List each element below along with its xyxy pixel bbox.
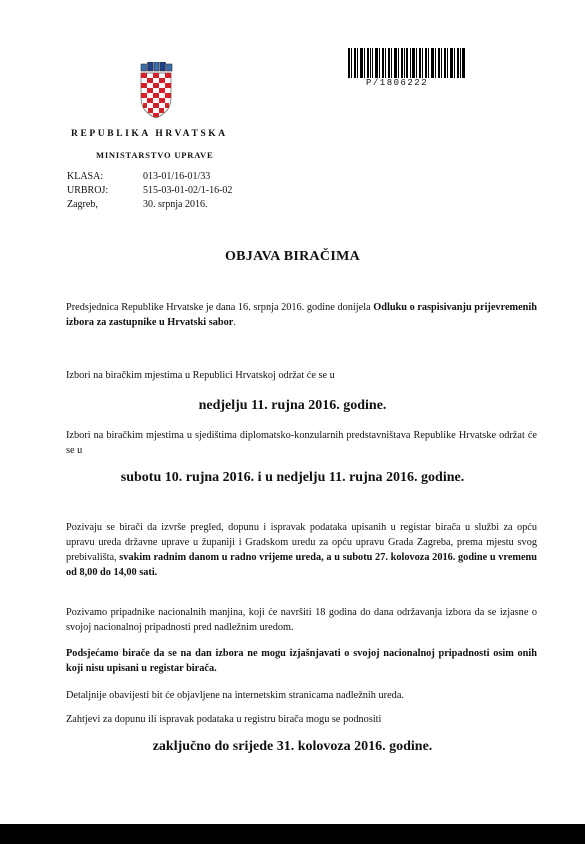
paragraph-elections-abroad: Izbori na biračkim mjestima u sjedištima diplomatsko-konzularnih predstavništava Republike Hrvatske održat će se u xyxy=(66,430,537,456)
document-title: OBJAVA BIRAČIMA xyxy=(224,249,361,264)
meta-row-klasa xyxy=(67,170,232,184)
paragraph-elections-domestic: Izbori na biračkim mjestima u Republici Hrvatskoj održat će se u xyxy=(66,370,335,381)
meta-row-urbroj xyxy=(67,184,232,198)
reference-block xyxy=(67,170,232,212)
text: Predsjednica Republike Hrvatske je dana 16. srpnja 2016. godine donijela xyxy=(66,302,374,313)
meta-key: URBROJ: xyxy=(67,185,109,196)
meta-value: 30. srpnja 2016. xyxy=(143,199,208,210)
decision-name: Odluku o raspisivanju prijevremenih izbora za zastupnike u Hrvatski sabor xyxy=(66,302,537,328)
text: . xyxy=(233,317,236,328)
meta-value: 515-03-01-02/1-16-02 xyxy=(143,185,233,196)
paragraph-minorities: Pozivamo pripadnike nacionalnih manjina, koji će navršiti 18 godina do dana održavanja izbora da se izjasne o svojoj nacionalnoj pripadnosti pred nadležnim uredom. xyxy=(66,607,537,633)
republic-name: REPUBLIKA HRVATSKA xyxy=(71,129,228,139)
coat-of-arms-icon xyxy=(139,62,173,120)
paragraph-reminder: Podsjećamo birače da se na dan izbora ne mogu izjašnjavati o svojoj nacionalnoj pripadnosti osim onih koji nisu upisani u registar birača. xyxy=(66,648,537,674)
office-hours: svakim radnim danom u radno vrijeme ureda, a u subotu 27. kolovoza 2016. godine u vremenu od 8,00 do 14,00 sati. xyxy=(66,552,537,578)
text: Pozivaju se birači da izvrše pregled, dopunu i ispravak podataka upisanih u registar birača u službi za opću upravu ureda državne uprave u županiji i Gradskom uredu za opću upravu Grada Zagreba, prema mjestu svog prebivališta, xyxy=(66,522,537,563)
meta-key: Zagreb, xyxy=(67,199,98,210)
barcode-number: P/1806222 xyxy=(366,78,429,88)
barcode-icon xyxy=(348,48,465,78)
deadline-date: zaključno do srijede 31. kolovoza 2016. godine. xyxy=(152,739,433,754)
meta-row-place-date xyxy=(67,198,232,212)
meta-value: 013-01/16-01/33 xyxy=(143,171,211,182)
election-date-abroad: subotu 10. rujna 2016. i u nedjelju 11. rujna 2016. godine. xyxy=(120,470,465,485)
meta-key: KLASA: xyxy=(67,171,104,182)
bottom-edge-bar xyxy=(0,824,585,844)
paragraph-register-review xyxy=(66,520,537,580)
ministry-name: MINISTARSTVO UPRAVE xyxy=(96,150,214,160)
paragraph-decision xyxy=(66,300,537,330)
paragraph-details: Detaljnije obavijesti bit će objavljene na internetskim stranicama nadležnih ureda. xyxy=(66,690,404,701)
paragraph-requests: Zahtjevi za dopunu ili ispravak podataka u registru birača mogu se podnositi xyxy=(66,714,382,725)
election-date-domestic: nedjelju 11. rujna 2016. godine. xyxy=(198,398,387,413)
